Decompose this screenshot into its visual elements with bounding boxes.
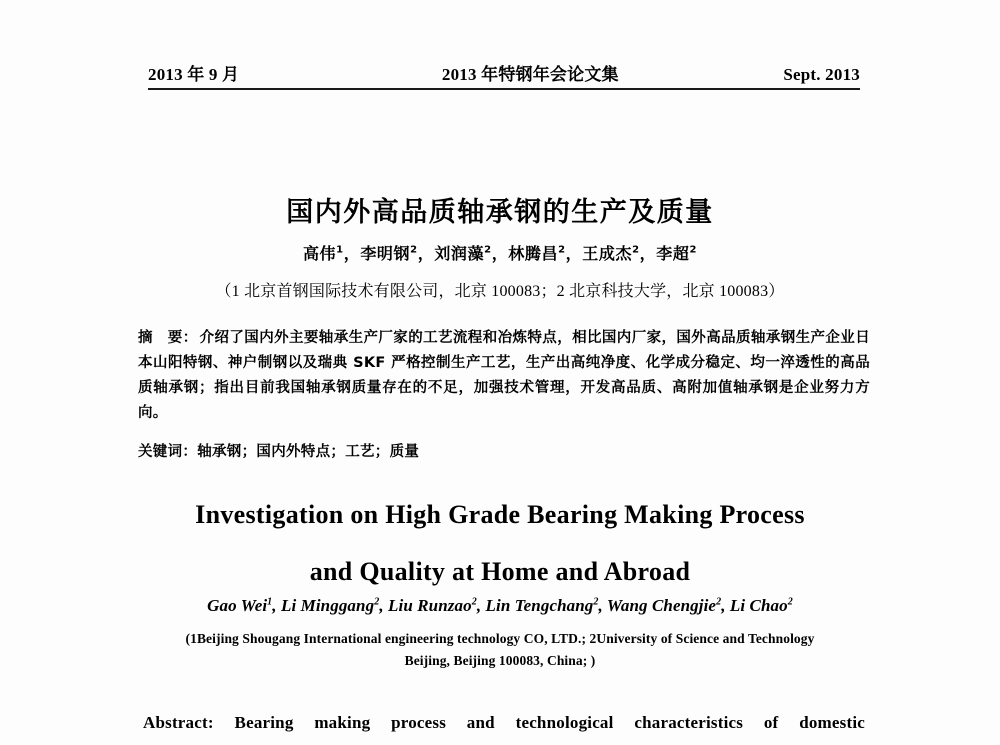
author-affil-marker: 2 [689,244,698,256]
author-chinese-1: 高伟$^1$ [302,244,344,263]
author-affil-marker: 2 [716,596,722,608]
author-affil-marker: 1 [336,244,344,256]
abstract-body-english: Bearing making process and technological characteristics of domestic [234,713,866,732]
author-english-2: Li Minggang$^2$ [280,596,380,615]
abstract-english [143,708,865,738]
author-english-4: Lin Tengchang$^2$ [485,596,599,615]
page-title-english-line2: and Quality at Home and Abroad [309,557,691,586]
author-list-chinese: 高伟$^1$，李明钢$^2$，刘润藻$^2$，林腾昌$^2$，王成杰$^2$，李超$^2$ [302,244,698,263]
author-chinese-3: 刘润藻$^2$ [434,244,492,263]
author-english-1: Gao Wei$^1$ [207,596,273,615]
author-affil-marker: 2 [558,244,566,256]
keywords-body-chinese: 轴承钢；国内外特点；工艺；质量 [197,444,420,460]
author-chinese-6: 李超$^2$ [656,244,698,263]
running-header [148,60,860,85]
author-chinese-5: 王成杰$^2$ [582,244,640,263]
abstract-body-chinese: 介绍了国内外主要轴承生产厂家的工艺流程和冶炼特点，相比国内厂家，国外高品质轴承钢生产企业日本山阳特钢、神户制钢以及瑞典 SKF 严格控制生产工艺，生产出高纯净度、化学成分稳定、均一淬透性的高品质轴承钢；指出目前我国轴承钢质量存在的不足，加强技术管理，开发高品质、高附加值轴承钢是企业努力方向。 [138,330,871,421]
header-date-chinese: 2013 年 9 月 [148,65,240,84]
author-affil-marker: 2 [484,244,492,256]
author-english-3: Liu Runzao$^2$ [388,596,477,615]
author-affil-marker: 2 [410,244,418,256]
affiliation-english-line2: Beijing, Beijing 100083, China; ) [404,653,596,668]
author-affil-marker: 2 [787,596,793,608]
affiliation-chinese: （1 北京首钢国际技术有限公司，北京 100083；2 北京科技大学，北京 100083） [215,283,785,300]
author-english-5: Wang Chengjie$^2$ [606,596,722,615]
author-affil-marker: 2 [374,596,380,608]
keywords-label-chinese: 关键词： [138,444,198,460]
abstract-label-english: Abstract: [143,713,214,732]
author-affil-marker: 2 [632,244,640,256]
author-affil-marker: 1 [267,596,273,608]
page-title-english-line1: Investigation on High Grade Bearing Making Process [195,500,805,529]
author-affil-marker: 2 [593,596,599,608]
abstract-label-chinese: 摘 要： [138,330,198,346]
author-affil-marker: 2 [471,596,477,608]
keywords-chinese [138,440,870,461]
header-divider-rule [148,88,860,90]
author-chinese-2: 李明钢$^2$ [360,244,418,263]
abstract-chinese [138,326,870,426]
author-list-english: Gao Wei$^1$, Li Minggang$^2$, Liu Runzao$^2$, Lin Tengchang$^2$, Wang Chengjie$^2$, Li Chao$^2$ [207,596,793,615]
page-title-chinese: 国内外高品质轴承钢的生产及质量 [286,197,714,228]
author-chinese-4: 林腾昌$^2$ [508,244,566,263]
header-date-english: Sept. 2013 [783,65,860,84]
author-english-6: Li Chao$^2$ [729,596,793,615]
header-proceedings-title: 2013 年特钢年会论文集 [441,65,619,84]
affiliation-english-line1: (1Beijing Shougang International engineering technology CO, LTD.; 2University of Science and Technology [185,631,815,646]
